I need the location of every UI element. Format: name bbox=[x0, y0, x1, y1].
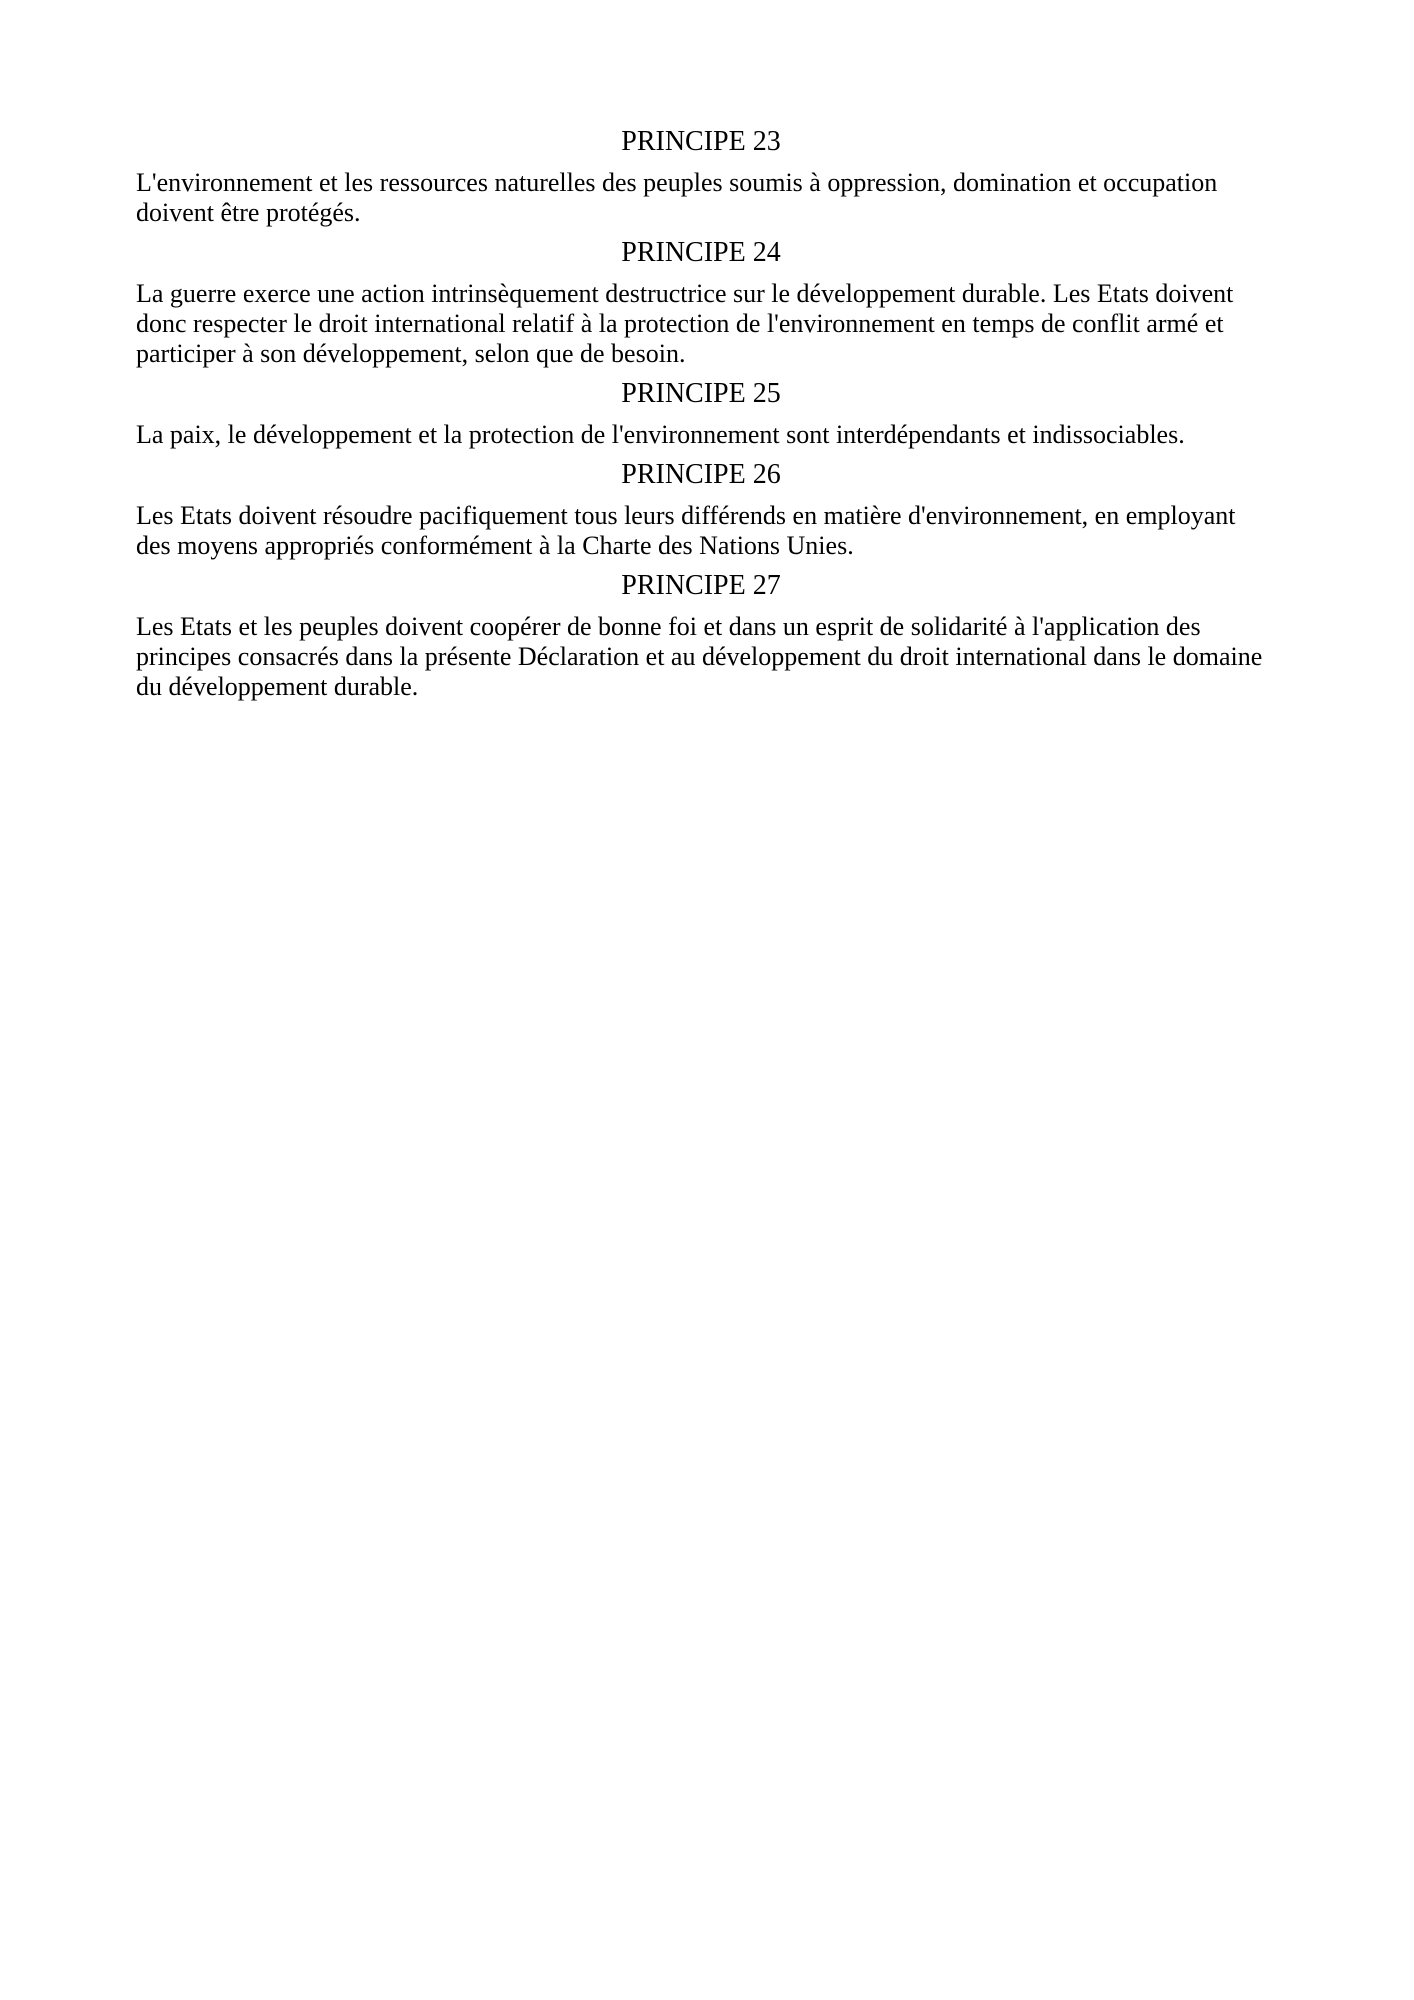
principle-23-paragraph: L'environnement et les ressources naturelles des peuples soumis à oppression, domination et occupation doivent être protégés. bbox=[136, 168, 1218, 227]
principle-24-paragraph: La guerre exerce une action intrinsèquement destructrice sur le développement durable. Les Etats doivent donc respecter le droit international relatif à la protection de l'environnement en temps de conflit armé et participer à son développement, selon que de besoin. bbox=[136, 279, 1234, 368]
principle-23-heading: PRINCIPE 23 bbox=[621, 126, 781, 157]
principle-24-heading: PRINCIPE 24 bbox=[621, 237, 781, 268]
principle-25-heading: PRINCIPE 25 bbox=[621, 378, 781, 409]
principle-27-heading: PRINCIPE 27 bbox=[621, 570, 781, 601]
principle-26-paragraph: Les Etats doivent résoudre pacifiquement tous leurs différends en matière d'environnement, en employant des moyens appropriés conformément à la Charte des Nations Unies. bbox=[136, 501, 1236, 560]
principle-26-heading: PRINCIPE 26 bbox=[621, 459, 781, 490]
document-content bbox=[136, 127, 1266, 702]
principle-25-paragraph: La paix, le développement et la protection de l'environnement sont interdépendants et indissociables. bbox=[136, 420, 1185, 449]
principle-27-paragraph: Les Etats et les peuples doivent coopérer de bonne foi et dans un esprit de solidarité à l'application des principes consacrés dans la présente Déclaration et au développement du droit international dans le domaine du développement durable. bbox=[136, 612, 1263, 701]
